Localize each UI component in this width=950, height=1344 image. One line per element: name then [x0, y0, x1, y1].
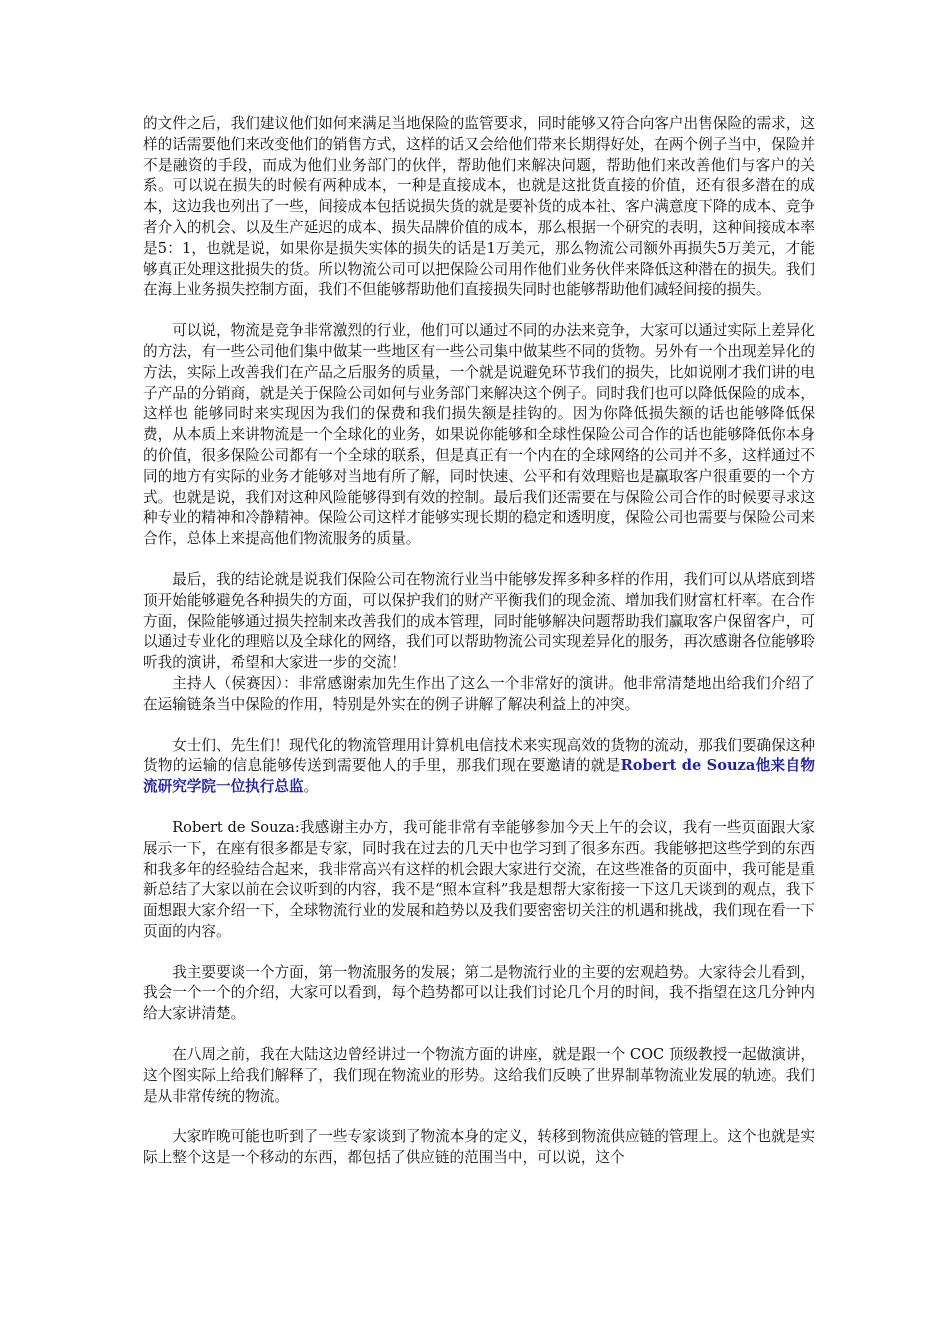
- paragraph-9: 大家昨晚可能也听到了一些专家谈到了物流本身的定义，转移到物流供应链的管理上。这个也就是实际上整个这是一个移动的东西，都包括了供应链的范围当中，可以说，这个: [143, 1128, 815, 1167]
- paragraph-5-text: 女士们、先生们！现代化的物流管理用计算机电信技术来实现高效的货物的流动，那我们要确保这种货物的运输的信息能够传送到需要他人的手里，那我们现在要邀请的就是: [143, 736, 815, 775]
- paragraph-7: 我主要要谈一个方面，第一物流服务的发展；第二是物流行业的主要的宏观趋势。大家待会儿看到，我会一个一个的介绍，大家可以看到，每个趋势都可以让我们讨论几个月的时间，我不指望在这几分钟内给大家讲清楚。: [143, 963, 815, 1023]
- paragraph-4: 主持人（侯赛因）：非常感谢索加先生作出了这么一个非常好的演讲。他非常清楚地出给我们介绍了在运输链条当中保险的作用，特别是外实在的例子讲解了解决利益上的冲突。: [143, 674, 815, 713]
- speaker-intro-highlight: Robert de Souza他来自物流研究学院一位执行总监: [143, 757, 815, 796]
- paragraph-8: 在八周之前，我在大陆这边曾经讲过一个物流方面的讲座，就是跟一个 COC 顶级教授一起做演讲，这个图实际上给我们解释了，我们现在物流业的形势。这给我们反映了世界制革物流业发展的轨迹。我们是从非常传统的物流。: [143, 1046, 815, 1105]
- document-page: [143, 114, 815, 1189]
- paragraph-5: [143, 736, 815, 798]
- paragraph-2: 可以说，物流是竞争非常激烈的行业，他们可以通过不同的办法来竞争，大家可以通过实际上差异化的方法，有一些公司他们集中做某一些地区有一些公司集中做某些不同的货物。另外有一个出现差异化的方法，实际上改善我们在产品之后服务的质量，一个就是说避免环节我们的损失，比如说刚才我们讲的电子产品的分销商，就是关于保险公司如何与业务部门来解决这个例子。同时我们也可以降低保险的成本，这样也 能够同时来实现因为我们的保费和我们损失额是挂钩的。因为你降低损失额的话也能够降低保费，从本质上来讲物流是一个全球化的业务，如果说你能够和全球性保险公司合作的话也能够降低你本身的价值，很多保险公司都有一个全球的联系，但是真正有一个内在的全球网络的公司并不多，这样通过不同的地方有实际的业务才能够对当地有所了解，同时快速、公平和有效理赔也是赢取客户很重要的一个方式。也就是说，我们对这种风险能够得到有效的控制。最后我们还需要在与保险公司合作的时候要寻求这种专业的精神和冷静精神。保险公司这样才能够实现长期的稳定和透明度，保险公司也需要与保险公司来合作，总体上来提高他们物流服务的质量。: [143, 322, 815, 548]
- paragraph-3: 最后，我的结论就是说我们保险公司在物流行业当中能够发挥多种多样的作用，我们可以从塔底到塔顶开始能够避免各种损失的方面，可以保护我们的财产平衡我们的现金流、增加我们财富杠杆率。在合作方面，保险能够通过损失控制来改善我们的成本管理，同时能够解决问题帮助我们赢取客户保留客户，可以通过专业化的理赔以及全球化的网络，我们可以帮助物流公司实现差异化的服务，再次感谢各位能够聆听我的演讲，希望和大家进一步的交流！: [143, 570, 815, 672]
- paragraph-1: 的文件之后，我们建议他们如何来满足当地保险的监管要求，同时能够又符合向客户出售保险的需求，这样的话需要他们来改变他们的销售方式，这样的话又会给他们带来长期得好处，在两个例子当中，保险并不是融资的手段，而成为他们业务部门的伙伴，帮助他们来解决问题，帮助他们来改善他们与客户的关系。可以说在损失的时候有两种成本，一种是直接成本，也就是这批货直接的价值，还有很多潜在的成本，这边我也列出了一些，间接成本包括说损失货的就是要补货的成本社、客户满意度下降的成本、竞争者介入的机会、以及生产延迟的成本、损失品牌价值的成本，那么根据一个研究的表明，这种间接成本率是5：1，也就是说，如果你是损失实体的损失的话是1万美元，那么物流公司额外再损失5万美元，才能够真正处理这批损失的货。所以物流公司可以把保险公司用作他们业务伙伴来降低这种潜在的损失。我们在海上业务损失控制方面，我们不但能够帮助他们直接损失同时也能够帮助他们减轻间接的损失。: [143, 115, 815, 299]
- paragraph-6: Robert de Souza:我感谢主办方，我可能非常有幸能够参加今天上午的会议，我有一些页面跟大家展示一下，在座有很多都是专家，同时我在过去的几天中也学习到了很多东西。我能够把这些学到的东西和我多年的经验结合起来，我非常高兴有这样的机会跟大家进行交流，在这些准备的页面中，我可能是重新总结了大家以前在会议听到的内容，我不是“照本宣科”我是想帮大家衔接一下这几天谈到的观点，我下面想跟大家介绍一下，全球物流行业的发展和趋势以及我们要密密切关注的机遇和挑战，我们现在看一下页面的内容。: [143, 818, 815, 940]
- paragraph-5-suffix: 。: [303, 778, 319, 796]
